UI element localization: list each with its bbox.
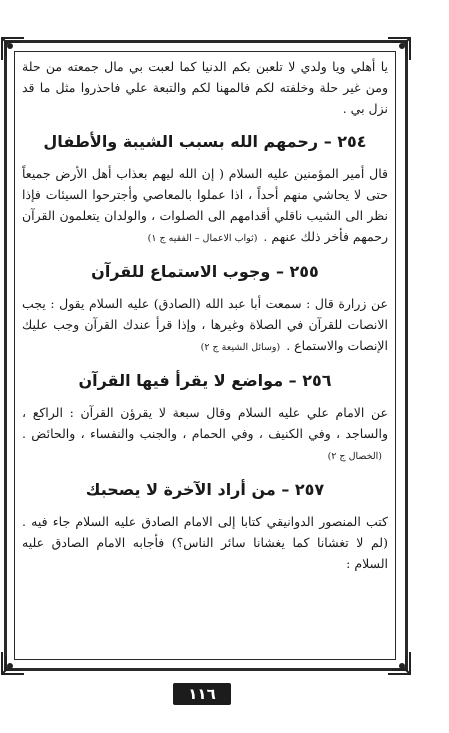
source-reference: (الخصال ج ٢) — [327, 451, 382, 462]
section-body — [22, 293, 388, 358]
source-reference: (ثواب الاعمال – الفقيه ج ١) — [147, 233, 258, 244]
section-256 — [22, 368, 388, 467]
section-body: كتب المنصور الدوانيقي كتابا إلى الامام الصادق عليه السلام جاء فيه . (لم لا تغشانا كما يغشانا سائر الناس؟) فأجابه الامام الصادق عليه السلام : — [22, 514, 388, 571]
section-body — [22, 163, 388, 249]
corner-ornament-icon — [386, 650, 412, 676]
page-number: ١١٦ — [173, 683, 231, 705]
section-body — [22, 402, 388, 467]
source-reference: (وسائل الشيعة ج ٢) — [200, 342, 281, 353]
section-body-text: عن الامام علي عليه السلام وقال سبعة لا يقرؤن القرآن : الراكع ، والساجد ، وفي الكنيف ، وفي الحمام ، والجنب والنفساء ، والحائض . — [22, 405, 388, 441]
page-content — [22, 56, 388, 574]
section-heading: ٢٥٥ – وجوب الاستماع للقرآن — [91, 262, 319, 281]
corner-ornament-icon — [386, 36, 412, 62]
intro-paragraph: يا أهلي ويا ولدي لا تلعبن بكم الدنيا كما لعبت بي مال جمعته من حلة ومن غير حلة وخلفته لكم فالمهنا لكم والتبعة علي فاحذروا مثل ما قد نزل بي . — [22, 59, 388, 116]
section-254 — [22, 129, 388, 249]
section-255 — [22, 259, 388, 358]
corner-ornament-icon — [0, 650, 26, 676]
section-257 — [22, 477, 388, 574]
section-heading: ٢٥٧ – من أراد الآخرة لا يصحبك — [85, 480, 325, 499]
section-heading: ٢٥٦ – مواضع لا يقرأ فيها القرآن — [78, 371, 332, 390]
section-body-text: قال أمير المؤمنين عليه السلام ( إن الله ليهم بعذاب أهل الأرض جميعاً حتى لا يحاشي منهم أحداً ، اذا عملوا بالمعاصي وأجترحوا السيئات فإذا نظر الى الشيب ناقلي أقدامهم الى الصلوات ، والولدان يتعلمون القرآن رحمهم فأخر ذلك عنهم . — [22, 166, 388, 244]
section-body-text: عن زرارة قال : سمعت أبا عبد الله (الصادق) عليه السلام يقول : يجب الانصات للقرآن في الصلاة وغيرها ، وإذا قرأ عندك القرآن وجب عليك الإنصات والاستماع . — [22, 296, 388, 353]
section-heading: ٢٥٤ – رحمهم الله بسبب الشيبة والأطفال — [43, 132, 367, 151]
